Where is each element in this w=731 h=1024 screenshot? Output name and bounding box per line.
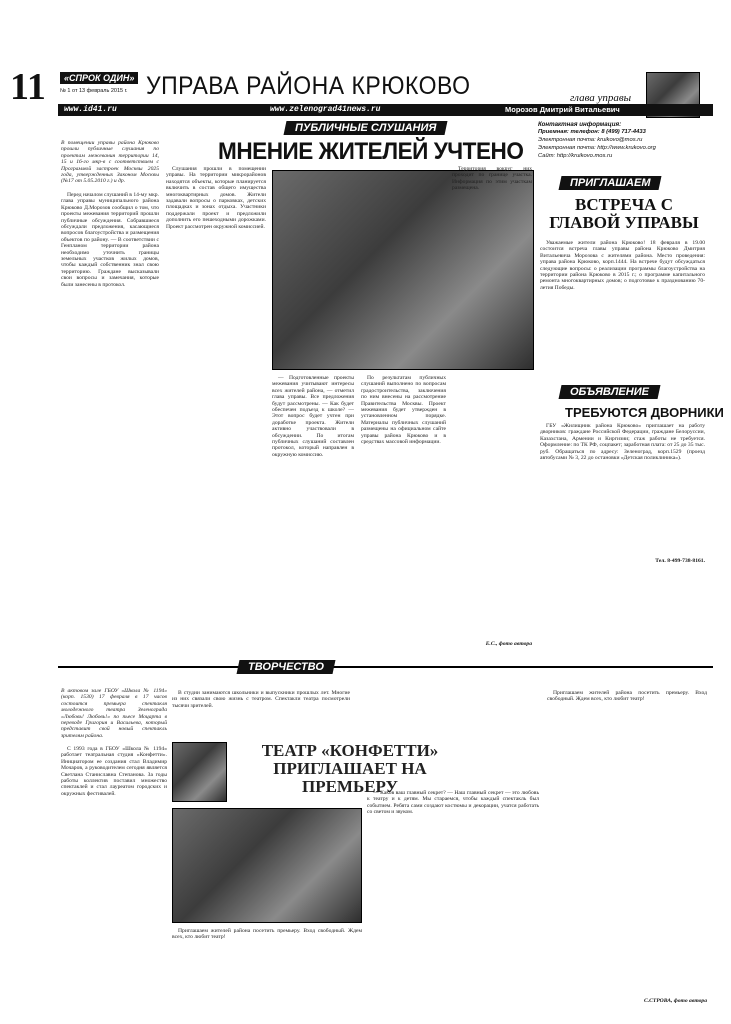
ad-rubric: ОБЪЯВЛЕНИЕ bbox=[559, 385, 661, 399]
theatre-column-1: С 1993 года в ГБОУ «Школа № 1194» работает театральная студия «Конфетти». Инициатором ее создания стал Владимир Мочаров, а руководителем сегодня является Светлана Станиславна Степанова. За годы работы коллектив поставил множество спектаклей и стал лауреатом городских и окружных фестивалей. bbox=[61, 746, 167, 797]
contact-line[interactable]: Сайт: http://kruikovo.mos.ru bbox=[538, 153, 613, 159]
theatre-rubric: ТВОРЧЕСТВО bbox=[237, 660, 336, 674]
hearings-column-4: По результатам публичных слушаний выполнено по вопросам градостроительства, заключения по ним внесены на рассмотрение Правительства Москвы. Проект межевания будет утвержден в установленном порядке. Материалы публичных слушаний размещены на официальном сайте управы района Крюково и в средствах массовой информации. bbox=[361, 375, 446, 446]
contacts-title: Контактная информация: bbox=[538, 121, 622, 128]
theatre-photo bbox=[172, 742, 227, 802]
theatre-signature: С.СТРОВА, фото автора bbox=[644, 998, 707, 1004]
section-divider bbox=[58, 666, 713, 668]
hearings-lead: В помещении управы района Крюково прошли публичные слушания по проектам межевания территории 14, 15 и 16-го мкр-в с соответствием с Программой застроек Москвы 2025 года, утвержденных Законом Москвы (№17 от 5.05.2010 г.) и др. bbox=[61, 140, 159, 185]
invite-rubric: ПРИГЛАШАЕМ bbox=[559, 176, 662, 190]
hearings-rubric: ПУБЛИЧНЫЕ СЛУШАНИЯ bbox=[284, 121, 448, 135]
contact-line: Приемная: телефон: 8 (499) 717-4433 bbox=[538, 129, 646, 135]
invite-headline: ВСТРЕЧА С ГЛАВОЙ УПРАВЫ bbox=[549, 195, 699, 232]
theatre-lead: В актовом зале ГБОУ «Школа № 1194» (корп. 1530) 17 февраля в 17 часов состоится премьера спектакля молодежного театра Зеленограда «Любовь! Любовь!» по пьесе Моцарта в переводе Григория и Васильева, который представит свой новый спектакль зрителям района. bbox=[61, 688, 167, 739]
page-number: 11 bbox=[10, 66, 46, 108]
theatre-column-2: В студии занимаются школьники и выпускники прошлых лет. Многие из них связали свою жизнь с театром. Спектакли театра посмотрели тысячи зрителей. bbox=[172, 690, 350, 709]
hearings-signature: Е.С., фото автора bbox=[485, 641, 532, 647]
hearings-column-5: Территория вокруг них проходит по границе участка. Информация по этим участкам размещена. bbox=[452, 166, 532, 192]
invite-text: Уважаемые жители района Крюково! 18 февраля в 19.00 состоится встреча главы управы района Крюково Дмитрия Витальевича Морозова с жителями района. Место проведения: управа района Крюково, корп.1444. На встрече будут обсуждаться следующие вопросы: о реализации программы благоустройства на территории района Крюково в 2015 г.; о программе капитального ремонта многоквартирных домов; о подготовке к празднованию 70-летия Победы. bbox=[540, 240, 705, 291]
theatre-stage-photo bbox=[172, 808, 362, 923]
theatre-column-5: Приглашаем жителей района посетить премьеру. Вход свободный. Ждем всех, кто любит театр! bbox=[547, 690, 707, 703]
contact-line: Электронная почта: kruikovo@mos.ru bbox=[538, 137, 643, 143]
ad-phone: Тел. 8-499-738-8161. bbox=[655, 558, 705, 564]
left-site-link[interactable]: www.id41.ru bbox=[64, 105, 117, 114]
theatre-column-4: Приглашаем жителей района посетить премьеру. Вход свободный. Ждем всех, кто любит театр! bbox=[172, 928, 362, 941]
ad-headline: ТРЕБУЮТСЯ ДВОРНИКИ bbox=[565, 405, 724, 420]
theatre-headline: ТЕАТР «КОНФЕТТИ» ПРИГЛАШАЕТ НА ПРЕМЬЕРУ bbox=[261, 741, 439, 796]
hearings-column-2: Слушания прошли в помещении управы. На территории микрорайонов находятся объекты, которые планируется включить в состав общего имущества многоквартирных домов. Жители задавали вопросы о парковках, детских площадках и зонах отдыха. Участники поддержали проект и предложили дополнить его пешеходными дорожками. Проект рассмотрен окружной комиссией. bbox=[166, 166, 266, 230]
hearings-headline: МНЕНИЕ ЖИТЕЛЕЙ УЧТЕНО bbox=[218, 138, 524, 165]
head-label: глава управы bbox=[570, 92, 632, 104]
head-name: Морозов Дмитрий Витальевич bbox=[505, 105, 620, 114]
theatre-column-3: — Каков ваш главный секрет? — Наш главный секрет — это любовь к театру и к детям. Мы стараемся, чтобы каждый спектакль был событием. Ребята сами создают костюмы и декорации, учатся работать со светом и звуком. bbox=[367, 790, 539, 816]
paper-name: «СПРОК ОДИН» bbox=[60, 72, 138, 84]
center-site-link[interactable]: www.zelenograd41news.ru bbox=[270, 105, 381, 114]
hearings-column-1: Перед началом слушаний в 14-му мкр. глава управы муниципального района Крюково Д.Морозов сообщил о том, что проекты межевания территорий прошли публичные обсуждения. Собравшиеся обсуждали предложения, касающиеся вопросов благоустройства и размещения объектов по району. — В соответствии с Генпланом территории района необходимо уточнить границы земельных участков жилых домов, чтобы каждый собственник знал свою территорию. Граждане высказывали свои вопросы и замечания, которые были занесены в протокол. bbox=[61, 192, 159, 288]
issue-date: № 1 от 13 февраль 2015 г. bbox=[60, 88, 128, 94]
hearings-column-3: — Подготовленные проекты межевания учитывают интересы всех жителей района, — отметил глава управы. Все предложения будут рассмотрены. — Как будет обеспечен подъезд к школе? — Этот вопрос будет учтен при доработке проекта. Жители активно участвовали в обсуждении. По итогам публичных слушаний составлен протокол, который направлен в окружную комиссию. bbox=[272, 375, 354, 458]
ad-text: ГБУ «Жилищник района Крюково» приглашает на работу дворников: граждане Российской Федерации, граждане Белоруссии, Казахстана, Армении и Киргизии; стаж работы не требуется. Оформление: по ТК РФ, соцпакет; заработная плата: от 25 до 35 тыс. руб. Обращаться по адресу: Зеленоград, корп.1529 (проезд автобусами № 3, 22 до остановки «Детская поликлиника»). bbox=[540, 423, 705, 462]
section-title: УПРАВА РАЙОНА КРЮКОВО bbox=[146, 71, 471, 100]
contact-line[interactable]: Электронная почта: http://www.krukovo.org bbox=[538, 145, 656, 151]
